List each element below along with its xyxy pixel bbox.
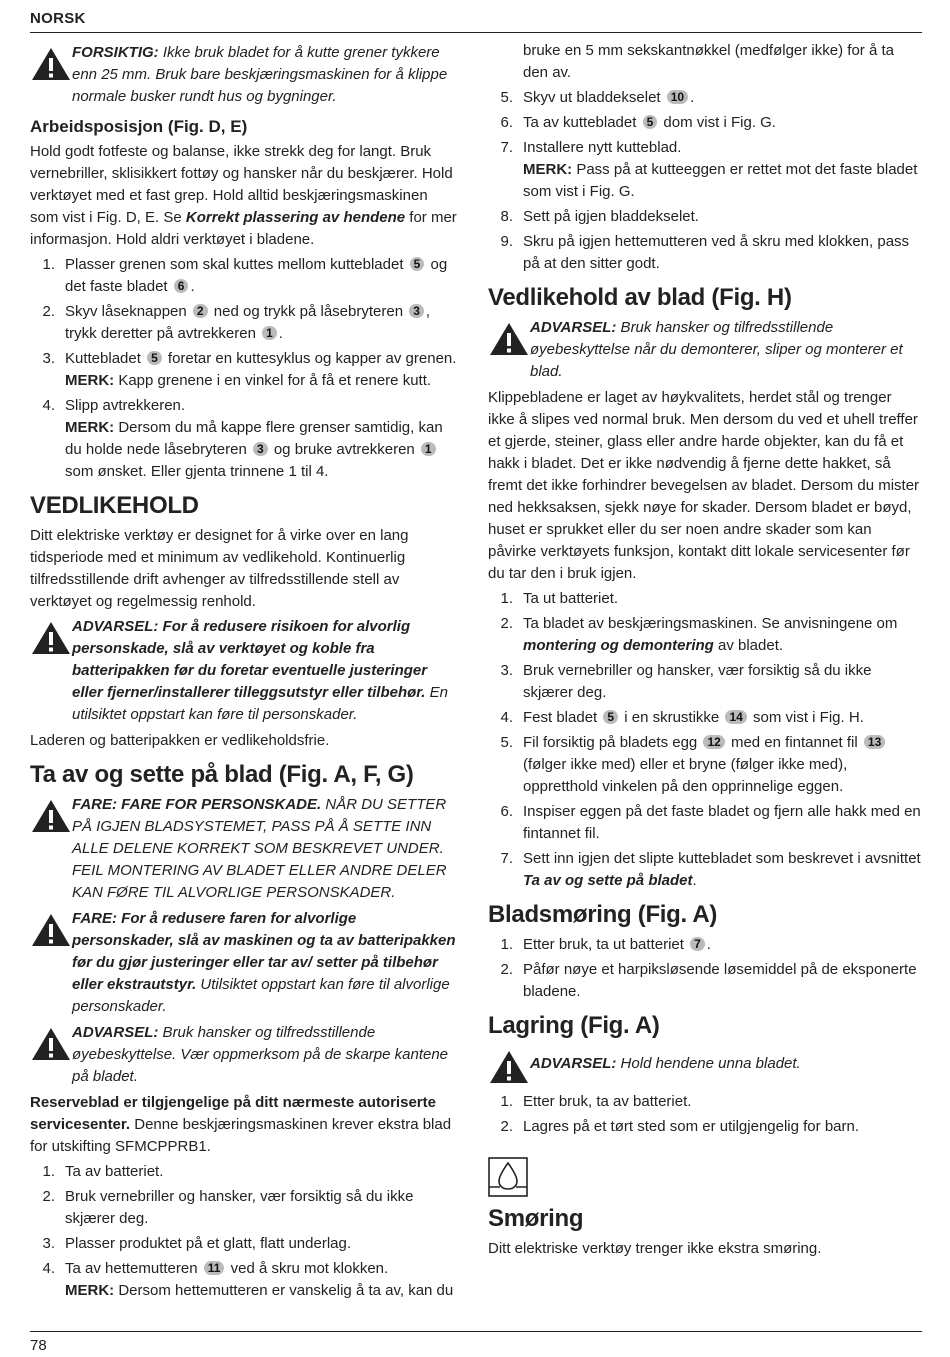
left-column [30,40,460,1305]
maintenance-title: VEDLIKEHOLD [30,492,199,519]
list-item: 2. Bruk vernebriller og hansker, vær forsiktig så du ikke skjærer deg. [42,1188,414,1227]
work-steps-list [30,254,460,483]
lubrication-title: Bladsmøring (Fig. A) [488,901,718,928]
list-item: 7. Sett inn igjen det slipte kuttebladet som beskrevet i avsnittet Ta av og sette på bladet. [500,850,921,889]
list-item: 8. Sett på igjen bladdekselet. [500,208,699,225]
part-number-badge: 14 [725,710,746,724]
list-item: 5. Skyv ut bladdekselet 10 . [500,89,695,106]
list-item: 1. Ta ut batteriet. [500,590,619,607]
part-number-badge: 5 [410,257,425,271]
oiling-text: Ditt elektriske verktøy trenger ikke ekstra smøring. [488,1240,822,1257]
part-number-badge: 3 [409,304,424,318]
caution-label: FORSIKTIG: [72,44,159,61]
warning-triangle-icon [30,620,72,656]
part-number-badge: 7 [690,937,705,951]
list-item: 2. Ta bladet av beskjæringsmaskinen. Se anvisningene om montering og demontering av bladet. [500,615,898,654]
warning-triangle-icon [30,912,72,948]
list-item: 3. Plasser produktet på et glatt, flatt underlag. [42,1235,352,1252]
list-item: 3. Bruk vernebriller og hansker, vær forsiktig så du ikke skjærer deg. [500,662,872,701]
spare-blade-text: Reserveblad er tilgjengelige på ditt nærmeste autoriserte servicesenter. Denne beskjæringsmaskinen krever ekstra blad for utskifting SFMCPPRB1. [30,1094,452,1155]
list-item: 1. Etter bruk, ta ut batteriet 7 . [500,936,711,953]
list-item: bruke en 5 mm sekskantnøkkel (medfølger ikke) for å ta den av. [523,42,894,81]
part-number-badge: 3 [253,442,268,456]
warning-triangle-icon [30,798,72,834]
list-item: 2. Lagres på et tørt sted som er utilgjengelig for barn. [500,1118,860,1135]
warning-block: ADVARSEL: Bruk hansker og tilfredsstillende øyebeskyttelse. Vær oppmerksom på de skarpe kantene på bladet. [30,1022,460,1088]
part-number-badge: 11 [204,1261,225,1275]
oiling-title: Smøring [488,1205,584,1232]
charger-text: Laderen og batteripakken er vedlikeholdsfrie. [30,732,330,749]
right-column [488,40,922,1263]
page-number: 78 [30,1337,47,1354]
header-language: NORSK [30,10,86,27]
caution-block [30,42,460,108]
list-item: 2. Skyv låseknappen 2 ned og trykk på låsebryteren 3 , trykk deretter på avtrekkeren 1 . [42,303,431,342]
list-item: 4. Slipp avtrekkeren. MERK: Dersom du må kappe flere grenser samtidig, kan du holde nede låsebryteren 3 og bruke avtrekkeren 1 som ønsket. Eller gjenta trinnene 1 til 4. [42,397,443,480]
lubrication-steps-list [488,934,922,1003]
part-number-badge: 2 [193,304,208,318]
list-item: 1. Plasser grenen som skal kuttes mellom kuttebladet 5 og det faste bladet 6 . [42,256,448,295]
warning-triangle-icon [488,1049,530,1085]
danger-block: FARE: FARE FOR PERSONSKADE. NÅR DU SETTER PÅ IGJEN BLADSYSTEMET, PASS PÅ Å SETTE INN ALLE DELENE KORREKT SOM BESKREVET UNDER. FEIL MONTERING AV BLADET ELLER ANDRE DELER KAN FØRE TIL ALVORLIGE PERSONSKADER. [30,794,460,904]
warning-block: ADVARSEL: For å redusere risikoen for alvorlig personskade, slå av verktøyet og koble fra batteripakken før du foretar eventuelle justeringer eller fjerner/installerer tilleggsutstyr eller tilbehør. En utilsiktet oppstart kan føre til personskader. [30,616,460,726]
list-item: 4. Ta av hettemutteren 11 ved å skru mot klokken. MERK: Dersom hettemutteren er vanskelig å ta av, kan du [42,1260,454,1299]
list-item: 5. Fil forsiktig på bladets egg 12 med en fintannet fil 13 (følger ikke med) eller et bryne (følger ikke med), oppretthold vinkelen på den opprinnelige eggen. [488,732,922,798]
work-position-title: Arbeidsposisjon (Fig. D, E) [30,117,248,136]
maintenance-text: Ditt elektriske verktøy er designet for å virke over en lang tidsperiode med et minimum av vedlikehold. Kontinuerlig tilfredsstillende drift avhenger av tilfredsstillende stell av verktøyet og regelmessig renhold. [30,527,409,610]
warning-block: ADVARSEL: Hold hendene unna bladet. [488,1045,922,1085]
part-number-badge: 1 [262,326,277,340]
list-item: 9. Skru på igjen hettemutteren ved å skru med klokken, pass på at den sitter godt. [500,233,910,272]
storage-title: Lagring (Fig. A) [488,1012,660,1039]
work-position-text: Hold godt fotfeste og balanse, ikke strekk deg for langt. Bruk vernebriller, sklisikkert fottøy og hansker når du beskjærer. Hold verktøyet med et fast grep. Hold alltid beskjæringsmaskinen som vist i Fig. D, E. Se Korrekt plassering av hendene for mer informasjon. Hold aldri verktøyet i bladene. [30,143,457,248]
page-header [30,8,922,33]
list-item: 6. Inspiser eggen på det faste bladet og fjern alle hakk med en fintannet fil. [500,803,921,842]
part-number-badge: 13 [864,735,885,749]
oil-drop-icon [488,1157,528,1197]
part-number-badge: 10 [667,90,688,104]
list-item: 7. Installere nytt kutteblad. MERK: Pass på at kutteeggen er rettet mot det faste bladet som vist i Fig. G. [500,139,918,200]
part-number-badge: 5 [603,710,618,724]
page-footer [30,1331,922,1357]
blade-maintenance-title: Vedlikehold av blad (Fig. H) [488,284,792,311]
caution-text: Ikke bruk bladet for å kutte grener tykkere enn 25 mm. Bruk bare beskjæringsmaskinen for å klippe normale busker rundt hus og bygninger. [72,44,448,105]
storage-steps-list [488,1091,922,1138]
blade-maintenance-text: Klippebladene er laget av høykvalitets, herdet stål og trenger ikke å slipes ved normal bruk. Men dersom du ved et uhell treffer et gjerde, steiner, glass eller andre harde objekter, kan du få et hakk i bladet. Det er ikke nødvendig å fjerne dette hakket, så fremt det ikke forhindrer bevegelsen av bladet. Dersom du mister ned hekksaksen, sjekk nøye for skader. Dersom bladet er bøyd, huset er sprukket eller du ser noen andre skader som kan påvirke verktøyets funksjon, kontakt ditt lokale servicesenter før du tar den i bruk igjen. [488,389,920,582]
list-item: 1. Ta av batteriet. [42,1163,164,1180]
warning-block: ADVARSEL: Bruk hansker og tilfredsstillende øyebeskyttelse når du demonterer, sliper og monterer et blad. [488,317,922,383]
warning-triangle-icon [30,46,72,82]
blade-section-title: Ta av og sette på blad (Fig. A, F, G) [30,761,414,788]
warning-triangle-icon [488,321,530,357]
list-item: 1. Etter bruk, ta av batteriet. [500,1093,692,1110]
part-number-badge: 5 [643,115,658,129]
danger-block: FARE: For å redusere faren for alvorlige personskader, slå av maskinen og ta av batteripakken før du gjør justeringer eller tar av/ setter på tilbehør eller ekstrautstyr. Utilsiktet oppstart kan føre til alvorlige personskader. [30,908,460,1018]
blade-steps-list [30,1161,460,1302]
list-item: 3. Kuttebladet 5 foretar en kuttesyklus og kapper av grenen. MERK: Kapp grenene i en vinkel for å få et renere kutt. [42,350,457,389]
part-number-badge: 5 [147,351,162,365]
part-number-badge: 12 [703,735,724,749]
list-item: 6. Ta av kuttebladet 5 dom vist i Fig. G. [500,114,776,131]
list-item: 4. Fest bladet 5 i en skrustikke 14 som vist i Fig. H. [500,709,864,726]
part-number-badge: 6 [174,279,189,293]
part-number-badge: 1 [421,442,436,456]
maintenance-steps-list [488,588,922,892]
list-item: 2. Påfør nøye et harpiksløsende løsemiddel på de eksponerte bladene. [500,961,917,1000]
warning-triangle-icon [30,1026,72,1062]
blade-steps-continued [488,40,922,275]
